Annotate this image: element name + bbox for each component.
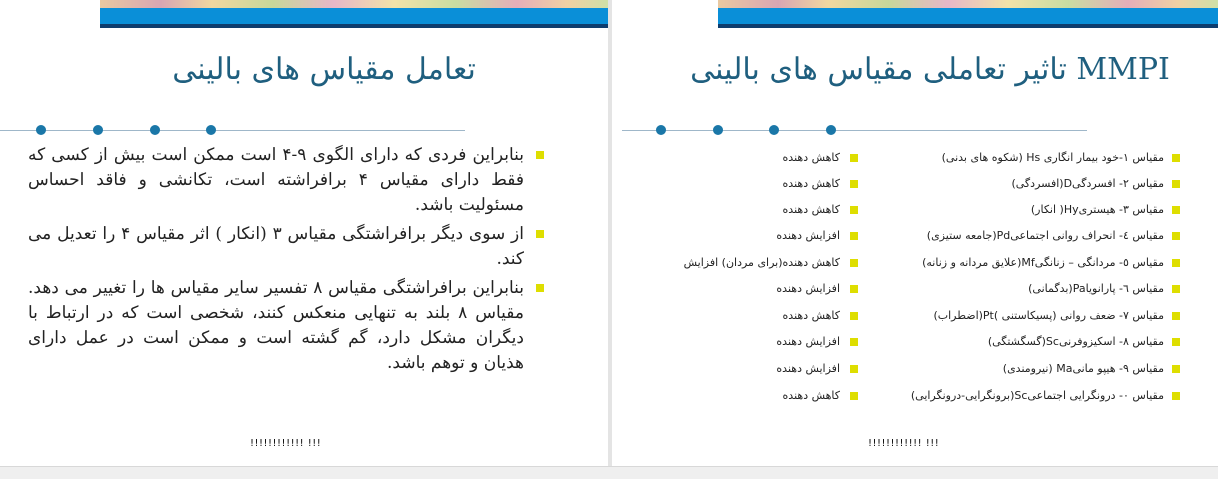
scale-name: مقیاس ۹- هیپو مانیMa (نیرومندی) — [824, 362, 1180, 376]
bullet-square-icon — [850, 312, 858, 320]
slide-title: تاثیر تعاملی مقیاس های بالینی MMPI — [690, 52, 1170, 87]
scale-name: مقیاس ۳- هیستریHy( انکار) — [824, 203, 1180, 217]
scale-name: مقیاس ۷- ضعف روانی (پسیکاستنی )Pt(اضطراب) — [824, 309, 1180, 323]
slide-banner — [718, 0, 1218, 28]
divider-dot — [713, 125, 723, 135]
scale-effect: کاهش دهنده — [612, 309, 858, 323]
title-divider — [0, 130, 465, 131]
slide-right — [612, 0, 1218, 466]
bullet-item — [28, 143, 544, 218]
bullet-square-icon — [1172, 365, 1180, 373]
scale-effect: افزایش دهنده — [612, 362, 858, 376]
bullet-square-icon — [1172, 338, 1180, 346]
scale-effect: کاهش دهنده — [612, 389, 858, 403]
slide-banner — [100, 0, 608, 28]
bullet-square-icon — [850, 180, 858, 188]
bullet-square-icon — [850, 365, 858, 373]
bullet-square-icon — [850, 392, 858, 400]
bullet-item — [28, 222, 544, 272]
divider-dot — [150, 125, 160, 135]
bullet-square-icon — [850, 154, 858, 162]
bullet-square-icon — [850, 206, 858, 214]
scale-name: مقیاس ٦- پارانویاPa(بدگمانی) — [824, 282, 1180, 296]
scale-effect: کاهش دهنده — [612, 151, 858, 165]
divider-dot — [656, 125, 666, 135]
banner-underline — [100, 24, 608, 28]
banner-image — [718, 0, 1218, 8]
bullet-square-icon — [850, 338, 858, 346]
bullet-text: بنابراین فردی که دارای الگوی ۹-۴ است ممکن است بیش از کسی که فقط دارای مقیاس ۴ برافراشته است، تکانشی و فاقد احساس مسئولیت باشد. — [28, 145, 524, 215]
scale-name: مقیاس ٤- انحراف روانی اجتماعیPd(جامعه ستیزی) — [824, 229, 1180, 243]
divider-dot — [93, 125, 103, 135]
scale-effect: افزایش دهنده — [612, 282, 858, 296]
scale-name: مقیاس ۸- اسکیزوفرنیSc(گسگشتگی) — [824, 335, 1180, 349]
scale-name: مقیاس ۱-خود بیمار انگاری Hs (شکوه های بدنی) — [824, 151, 1180, 165]
bullet-square-icon — [850, 259, 858, 267]
divider-dot — [36, 125, 46, 135]
bullet-square-icon — [1172, 312, 1180, 320]
slide-left — [0, 0, 608, 466]
divider-dot — [769, 125, 779, 135]
bullet-square-icon — [536, 230, 544, 238]
bullet-square-icon — [1172, 392, 1180, 400]
bullet-square-icon — [536, 151, 544, 159]
bullet-square-icon — [1172, 206, 1180, 214]
bullet-text: از سوی دیگر برافراشتگی مقیاس ۳ (انکار ) اثر مقیاس ۴ را تعدیل می کند. — [28, 224, 524, 269]
title-divider — [622, 130, 1087, 131]
slide-footer: !!!!!!!!!!!! !!! — [250, 438, 322, 449]
scale-effect: کاهش دهنده(برای مردان) افزایش — [612, 256, 858, 270]
bottom-scroll-area — [0, 466, 1218, 479]
banner-image — [100, 0, 608, 8]
bullet-square-icon — [1172, 154, 1180, 162]
bullet-square-icon — [1172, 259, 1180, 267]
scale-effect: افزایش دهنده — [612, 335, 858, 349]
bullet-square-icon — [850, 285, 858, 293]
bullet-item — [28, 276, 544, 376]
scale-name: مقیاس ۲- افسردگیD(افسردگی) — [824, 177, 1180, 191]
divider-dot — [206, 125, 216, 135]
bullet-square-icon — [1172, 180, 1180, 188]
scale-name: مقیاس ٥- مردانگی – زنانگیMf(علایق مردانه و زنانه) — [824, 256, 1180, 270]
divider-dot — [826, 125, 836, 135]
bullet-square-icon — [850, 232, 858, 240]
bullet-square-icon — [536, 284, 544, 292]
bullet-square-icon — [1172, 232, 1180, 240]
slide-title: تعامل مقیاس های بالینی — [172, 52, 476, 87]
scale-name: مقیاس ۰- درونگرایی اجتماعیSc(برونگرایی-درونگرایی) — [824, 389, 1180, 403]
scale-effect: کاهش دهنده — [612, 177, 858, 191]
scale-effect: افزایش دهنده — [612, 229, 858, 243]
bullet-list — [28, 143, 544, 380]
scale-effect: کاهش دهنده — [612, 203, 858, 217]
bullet-square-icon — [1172, 285, 1180, 293]
slide-footer: !!!!!!!!!!!! !!! — [868, 438, 940, 449]
banner-underline — [718, 24, 1218, 28]
bullet-text: بنابراین برافراشتگی مقیاس ۸ تفسیر سایر مقیاس ها را تغییر می دهد. مقیاس ۸ بلند به تنهایی منعکس کنند، شخصی است که در ارتباط با دیگران مشکل دارد، گم گشته است و ممکن است در عمل دارای هذیان و توهم باشد. — [28, 278, 525, 373]
